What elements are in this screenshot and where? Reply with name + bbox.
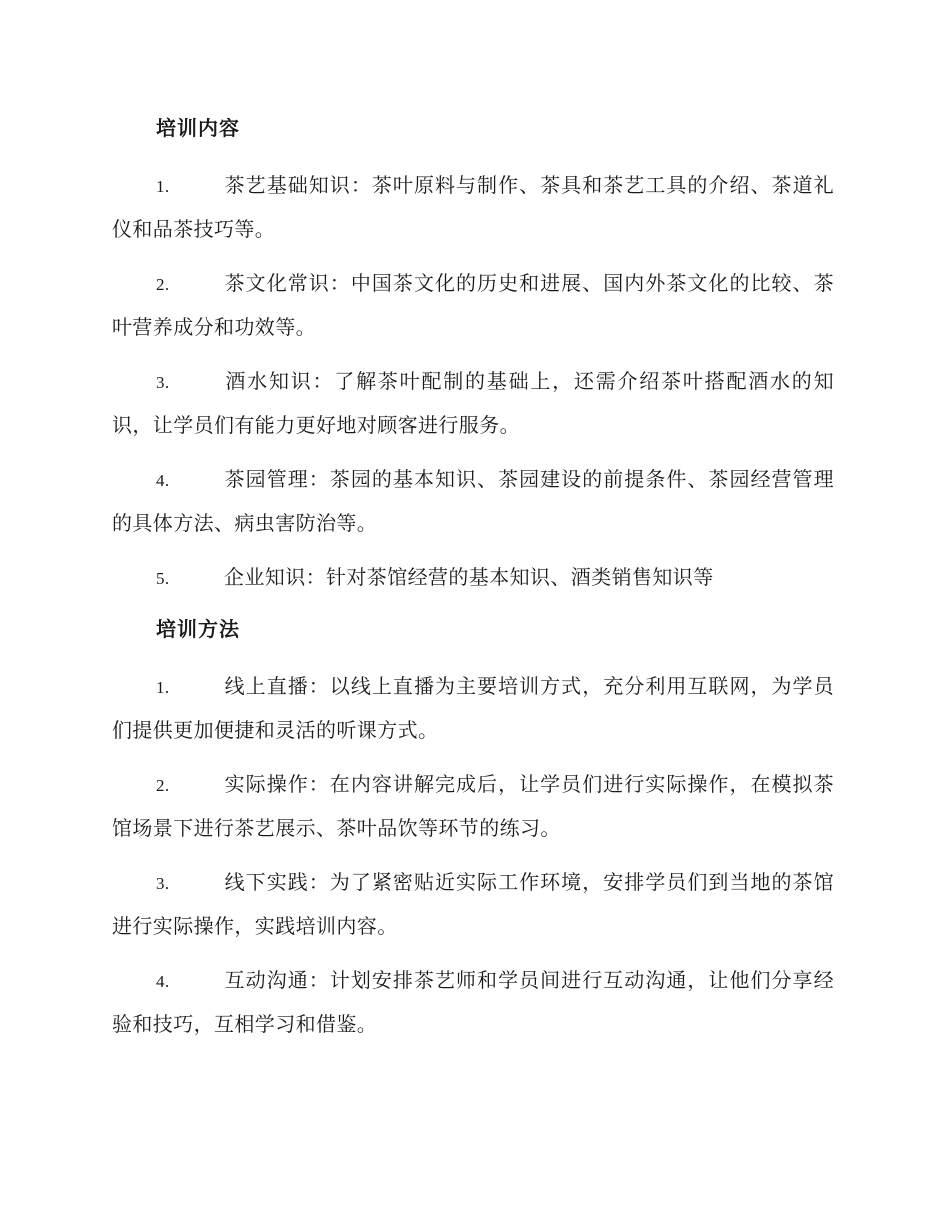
item-number: 5. [156, 569, 170, 588]
section-heading: 培训方法 [156, 617, 240, 641]
item-number: 3. [156, 373, 170, 392]
section-training-method [112, 611, 834, 1046]
item-number: 4. [156, 972, 170, 991]
item-number: 2. [156, 776, 170, 795]
section-heading: 培训内容 [156, 116, 240, 140]
item-number: 2. [156, 275, 170, 294]
item-text: 线下实践：为了紧密贴近实际工作环境，安排学员们到当地的茶馆进行实际操作，实践培训内容。 [112, 870, 834, 938]
section-training-content [112, 110, 834, 600]
item-number: 3. [156, 874, 170, 893]
list-item [112, 458, 834, 545]
item-number: 1. [156, 177, 170, 196]
list-item [112, 556, 834, 600]
list-item [112, 959, 834, 1046]
item-text: 茶园管理：茶园的基本知识、茶园建设的前提条件、茶园经营管理的具体方法、病虫害防治等。 [112, 467, 834, 535]
list-item [112, 262, 834, 349]
list-item [112, 763, 834, 850]
list-item [112, 861, 834, 948]
item-text: 实际操作：在内容讲解完成后，让学员们进行实际操作，在模拟茶馆场景下进行茶艺展示、茶叶品饮等环节的练习。 [112, 772, 834, 840]
list-item [112, 164, 834, 251]
item-text: 酒水知识：了解茶叶配制的基础上，还需介绍茶叶搭配酒水的知识，让学员们有能力更好地对顾客进行服务。 [112, 369, 834, 437]
item-text: 企业知识：针对茶馆经营的基本知识、酒类销售知识等 [224, 565, 714, 589]
item-text: 茶艺基础知识：茶叶原料与制作、茶具和茶艺工具的介绍、茶道礼仪和品茶技巧等。 [112, 173, 834, 241]
document-page [112, 110, 834, 1057]
item-text: 线上直播：以线上直播为主要培训方式，充分利用互联网，为学员们提供更加便捷和灵活的听课方式。 [112, 674, 834, 742]
list-item [112, 360, 834, 447]
list-item [112, 665, 834, 752]
item-text: 茶文化常识：中国茶文化的历史和进展、国内外茶文化的比较、茶叶营养成分和功效等。 [112, 271, 834, 339]
item-number: 4. [156, 471, 170, 490]
item-number: 1. [156, 678, 170, 697]
item-text: 互动沟通：计划安排茶艺师和学员间进行互动沟通，让他们分享经验和技巧，互相学习和借鉴。 [112, 968, 834, 1036]
